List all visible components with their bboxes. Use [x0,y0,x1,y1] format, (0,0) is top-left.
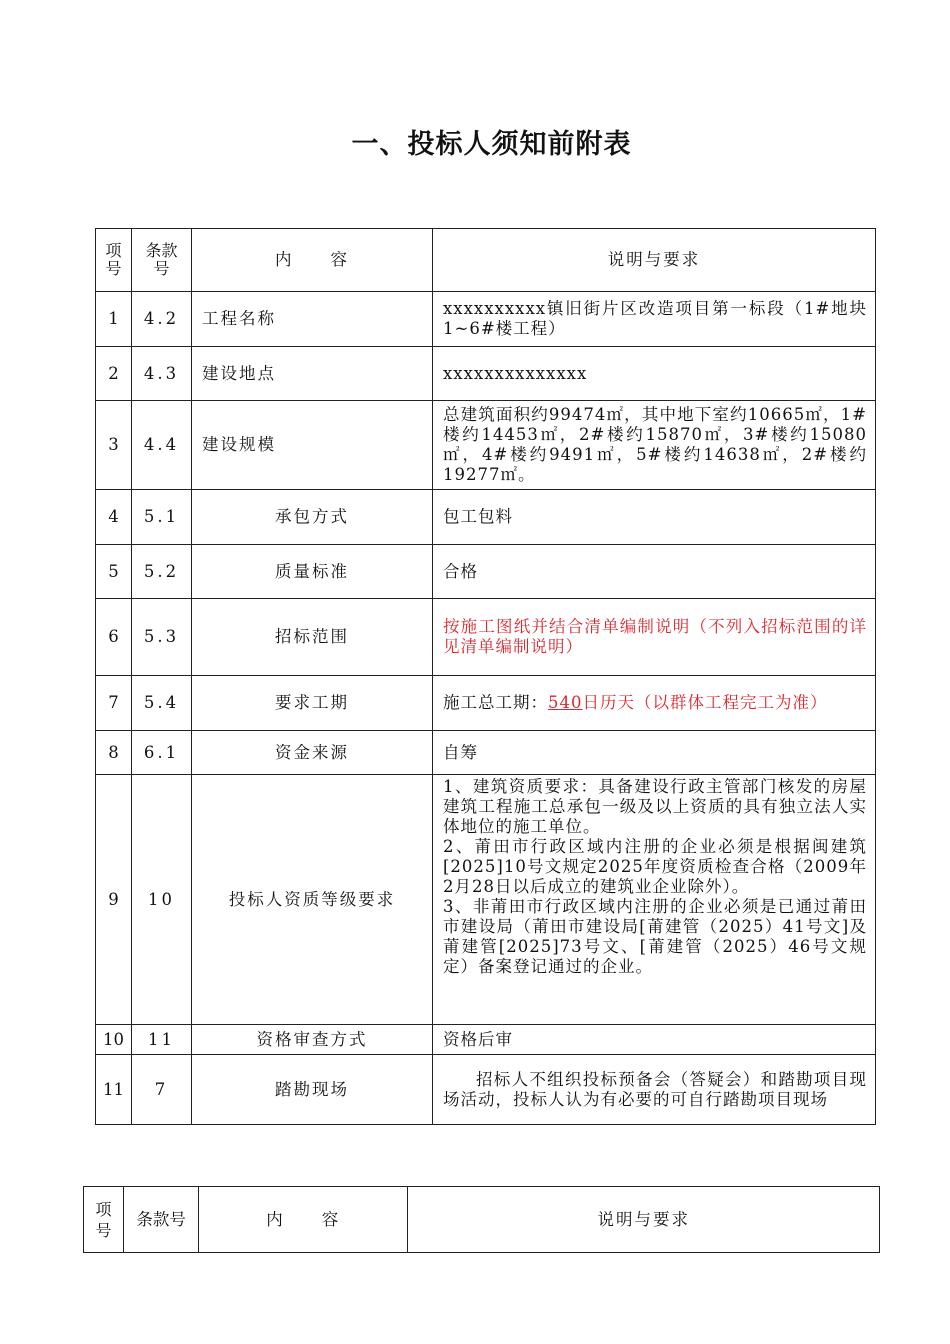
row-no: 2 [96,347,132,401]
header-item-no: 项号 [96,229,132,292]
header-content: 内 容 [199,1187,408,1253]
row-desc: 按施工图纸并结合清单编制说明（不列入招标范围的详见清单编制说明） [433,599,876,676]
header-content: 内 容 [192,229,433,292]
row-clause: 4.2 [132,292,192,347]
table-row [96,676,876,731]
row-item: 资金来源 [192,731,433,775]
bid-info-table-continued [83,1186,880,1253]
row-item: 工程名称 [192,292,433,347]
row-no: 11 [96,1055,132,1125]
table-row [96,401,876,490]
row-clause: 7 [132,1055,192,1125]
qualification-requirement-2: 2、莆田市行政区域内注册的企业必须是根据闽建筑[2025]10号文规定2025年度资质检查合格（2009年2月28日以后成立的建筑业企业除外）。 [443,837,867,896]
qualification-requirement-1: 1、建筑资质要求：具备建设行政主管部门核发的房屋建筑工程施工总承包一级及以上资质的具有独立法人实体地位的施工单位。 [443,777,867,836]
row-no: 10 [96,1025,132,1055]
header-clause-no: 条款号 [124,1187,199,1253]
table-row [96,545,876,599]
table-row [96,1025,876,1055]
row-item: 招标范围 [192,599,433,676]
bid-info-table [95,228,876,1125]
table-row [96,1055,876,1125]
row-clause: 6.1 [132,731,192,775]
row-clause: 5.3 [132,599,192,676]
row-desc: 包工包料 [433,490,876,545]
row-clause: 5.4 [132,676,192,731]
row-no: 3 [96,401,132,490]
row-clause: 5.1 [132,490,192,545]
row-item: 资格审查方式 [192,1025,433,1055]
row-item: 质量标准 [192,545,433,599]
row-desc [433,676,876,731]
table-row [96,731,876,775]
row-desc: 总建筑面积约99474㎡，其中地下室约10665㎡，1#楼约14453㎡，2#楼约15870㎡，3#楼约15080㎡，4#楼约9491㎡，5#楼约14638㎡，2#楼约19277㎡。 [433,401,876,490]
row-clause: 4.3 [132,347,192,401]
row-clause: 10 [132,775,192,1025]
header-clause-no: 条款号 [132,229,192,292]
table-row [96,775,876,1025]
row-clause: 5.2 [132,545,192,599]
table-row [96,490,876,545]
duration-suffix: 日历天（以群体工程完工为准） [582,693,828,712]
row-desc: 招标人不组织投标预备会（答疑会）和踏勘项目现场活动，投标人认为有必要的可自行踏勘项目现场 [433,1055,876,1125]
table-row [96,292,876,347]
header-item-no: 项号 [84,1187,124,1253]
row-desc: xxxxxxxxxxxxxx [433,347,876,401]
row-item: 投标人资质等级要求 [192,775,433,1025]
header-requirements: 说明与要求 [408,1187,880,1253]
table-row [96,599,876,676]
duration-label: 施工总工期： [443,693,548,712]
row-desc: 合格 [433,545,876,599]
row-no: 1 [96,292,132,347]
table-row [96,347,876,401]
row-clause: 4.4 [132,401,192,490]
table-header-row [84,1187,880,1253]
row-item: 建设地点 [192,347,433,401]
row-clause: 11 [132,1025,192,1055]
row-item: 承包方式 [192,490,433,545]
row-desc: 资格后审 [433,1025,876,1055]
table-header-row [96,229,876,292]
row-desc [433,775,876,1025]
row-no: 6 [96,599,132,676]
duration-days: 540 [548,693,583,712]
row-desc: 自筹 [433,731,876,775]
row-item: 踏勘现场 [192,1055,433,1125]
row-no: 9 [96,775,132,1025]
page-title: 一、投标人须知前附表 [351,129,632,160]
header-requirements: 说明与要求 [433,229,876,292]
row-no: 5 [96,545,132,599]
qualification-requirement-3: 3、非莆田市行政区域内注册的企业必须是已通过莆田市建设局（莆田市建设局[莆建管（2025）41号文]及莆建管[2025]73号文、[莆建管（2025）46号文规定）备案登记通过的企业。 [443,897,867,976]
row-item: 要求工期 [192,676,433,731]
row-no: 7 [96,676,132,731]
row-item: 建设规模 [192,401,433,490]
row-no: 4 [96,490,132,545]
row-desc: xxxxxxxxxx镇旧街片区改造项目第一标段（1#地块1~6#楼工程） [433,292,876,347]
row-no: 8 [96,731,132,775]
